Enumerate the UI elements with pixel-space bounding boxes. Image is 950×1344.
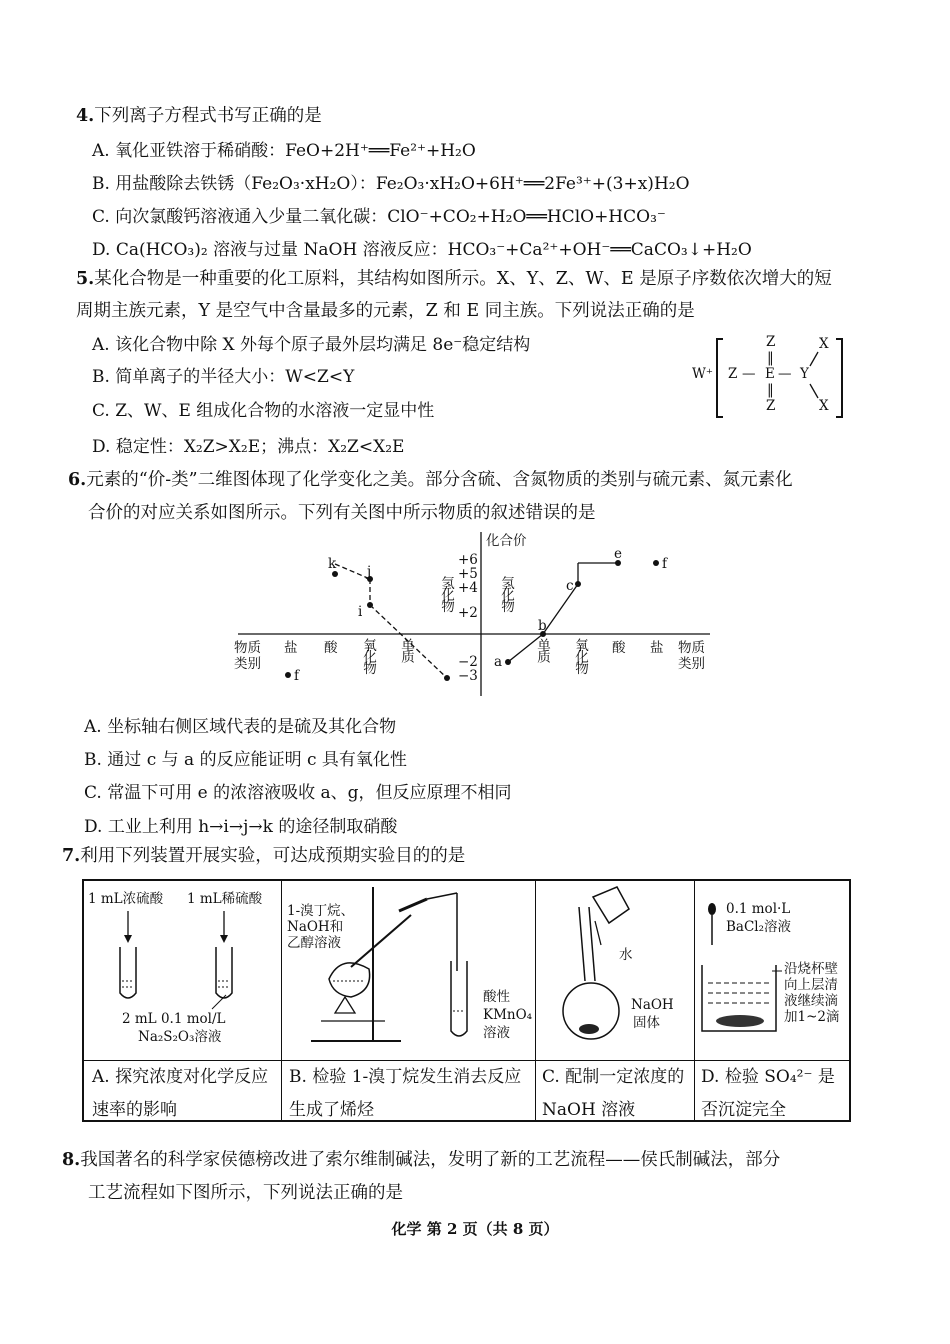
q4-option-c: C. 向次氯酸钙溶液通入少量二氧化碳：ClO⁻+CO₂+H₂O══HClO+HCO₃⁻ <box>92 207 666 227</box>
q7-cell-d-figure: 0.1 mol·L BaCl₂溶液 沿烧杯壁 向上层清 液继续滴 加1~2滴 <box>694 881 851 1060</box>
q4-option-d: D. Ca(HCO₃)₂ 溶液与过量 NaOH 溶液反应：HCO₃⁻+Ca²⁺+OH⁻══CaCO₃↓+H₂O <box>92 240 752 260</box>
q4-option-a: A. 氧化亚铁溶于稀硝酸：FeO+2H⁺══Fe²⁺+H₂O <box>92 141 476 161</box>
q5-stem-line2: 周期主族元素，Y 是空气中含量最多的元素，Z 和 E 同主族。下列说法正确的是 <box>76 301 695 321</box>
q8-stem-line1: 8.我国著名的科学家侯德榜改进了索尔维制碱法，发明了新的工艺流程——侯氏制碱法，部分 <box>62 1150 781 1170</box>
q6-option-d: D. 工业上利用 h→i→j→k 的途径制取硝酸 <box>84 817 398 837</box>
q5-option-b: B. 简单离子的半径大小：W<Z<Y <box>92 367 355 387</box>
q6-option-a: A. 坐标轴右侧区域代表的是硫及其化合物 <box>84 717 397 737</box>
q7-apparatus-table <box>82 879 851 1122</box>
q6-option-b: B. 通过 c 与 a 的反应能证明 c 具有氧化性 <box>84 750 407 770</box>
q6-valence-chart: 化合价 +6 +5 +4 +2 −2 −3 氢化物 氢化物 物质类别 盐 酸 氧化物 单质 单质 氧化物 酸 盐 物质类别 k j i f a b c e f <box>234 533 705 684</box>
q7-caption-a: A. 探究浓度对化学反应速率的影响 <box>92 1067 269 1120</box>
q7-caption-d: D. 检验 SO₄²⁻ 是否沉淀完全 <box>701 1067 835 1120</box>
q7-stem: 7.利用下列装置开展实验，可达成预期实验目的的是 <box>62 846 466 866</box>
q4-stem: 4.下列离子方程式书写正确的是 <box>76 106 322 126</box>
q7-cell-a-figure: 1 mL浓硫酸 1 mL稀硫酸 2 mL 0.1 mol/L Na₂S₂O₃溶液 <box>88 891 263 1045</box>
q6-stem-line2: 合价的对应关系如图所示。下列有关图中所示物质的叙述错误的是 <box>88 503 596 523</box>
q4-number: 4. <box>76 106 95 126</box>
q5-option-c: C. Z、W、E 组成化合物的水溶液一定显中性 <box>92 401 435 421</box>
q7-caption-c: C. 配制一定浓度的 NaOH 溶液 <box>542 1067 685 1120</box>
q5-structure: W⁺ Z ‖ Z — E — Y ‖ Z X X <box>690 330 850 420</box>
q6-stem-line1: 6.元素的“价-类”二维图体现了化学变化之美。部分含硫、含氮物质的类别与硫元素、氮元素化 <box>68 470 793 490</box>
q7-cell-b-figure: 1-溴丁烷、 NaOH和 乙醇溶液 酸性 KMnO₄ 溶液 <box>281 881 535 1060</box>
q5-option-a: A. 该化合物中除 X 外每个原子最外层均满足 8e⁻稳定结构 <box>92 335 531 355</box>
q5-option-d: D. 稳定性：X₂Z>X₂E；沸点：X₂Z<X₂E <box>92 437 405 457</box>
q7-caption-b: B. 检验 1-溴丁烷发生消去反应生成了烯烃 <box>289 1067 522 1120</box>
q8-stem-line2: 工艺流程如下图所示，下列说法正确的是 <box>88 1183 403 1203</box>
q4-option-b: B. 用盐酸除去铁锈（Fe₂O₃·xH₂O）：Fe₂O₃·xH₂O+6H⁺══2Fe³⁺+(3+x)H₂O <box>92 174 690 194</box>
q6-option-c: C. 常温下可用 e 的浓溶液吸收 a、g，但反应原理不相同 <box>84 783 512 803</box>
q7-cell-c-figure: 水 NaOH 固体 <box>535 881 694 1060</box>
q5-stem-line1: 5.某化合物是一种重要的化工原料，其结构如图所示。X、Y、Z、W、E 是原子序数依次增大的短 <box>76 269 832 289</box>
page-footer: 化学 第 2 页（共 8 页） <box>391 1220 559 1238</box>
